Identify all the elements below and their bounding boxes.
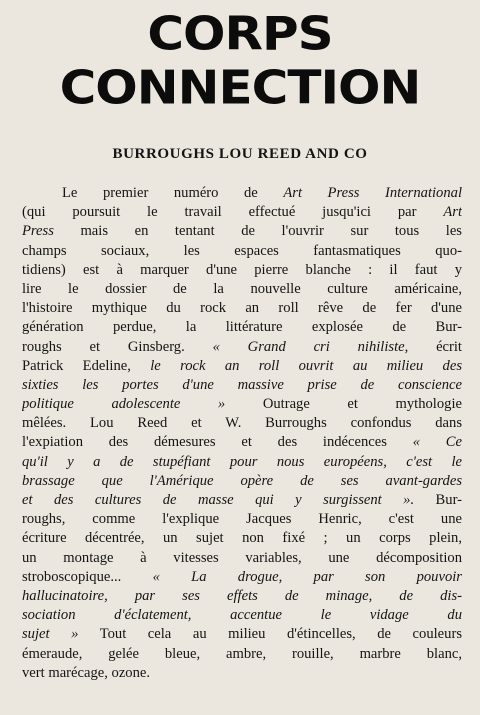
article-line (22, 529, 462, 548)
italic-text: « La drogue, par son pouvoir (152, 568, 462, 585)
text: Tout cela au milieu d'étincelles, de couleurs (78, 626, 462, 643)
article-line (22, 568, 462, 587)
headline-line-2: CONNECTION (59, 61, 421, 115)
article-line (22, 318, 462, 337)
article-line (22, 184, 462, 203)
text: émeraude, gelée bleue, ambre, rouille, marbre blanc, (22, 645, 462, 662)
article-line (22, 242, 462, 261)
italic-text: le rock an roll ouvrit au milieu des (150, 357, 462, 374)
article-line (22, 299, 462, 318)
italic-text: brassage que l'Amérique opère de ses avant-gardes (22, 472, 462, 489)
italic-text: Art Press International (283, 185, 462, 201)
article-line (22, 222, 462, 241)
article-line (22, 376, 462, 395)
text: roughs et Ginsberg. (22, 338, 213, 355)
text: (qui poursuit le travail effectué jusqu'ici par (22, 204, 444, 221)
text: mêlées. Lou Reed et W. Burroughs confondus dans (22, 415, 462, 432)
subheading: BURROUGHS LOU REED AND CO (112, 146, 368, 162)
article-line (22, 433, 462, 452)
article-line (22, 357, 462, 376)
article-line (22, 625, 462, 644)
article-line (22, 338, 462, 357)
article-line (22, 453, 462, 472)
article-line (22, 664, 462, 683)
italic-text: « Ce (412, 434, 462, 451)
article-line (22, 587, 462, 606)
text: un montage à vitesses variables, une décomposition (22, 549, 462, 566)
italic-text: et des cultures de masse qui y surgissent ». (22, 492, 415, 508)
italic-text: Art (443, 204, 462, 221)
article-line (22, 203, 462, 222)
italic-text: sociation d'éclatement, accentue le vidage du (22, 607, 462, 624)
text: vert marécage, ozone. (22, 664, 151, 681)
article-line (22, 280, 462, 299)
article-line (22, 491, 462, 510)
article-line (22, 510, 462, 529)
article-line (22, 606, 462, 625)
article-line (22, 645, 462, 664)
text: mais en tentant de l'ouvrir sur tous les (53, 223, 462, 240)
italic-text: « Grand cri nihiliste, (212, 338, 409, 355)
text: l'expiation des démesures et des indécences (22, 434, 413, 451)
text: écriture décentrée, un sujet non fixé ; un corps plein, (22, 530, 462, 547)
text: Bur- (414, 492, 462, 508)
article-line (22, 549, 462, 568)
text: génération perdue, la littérature explosée de Bur- (22, 319, 462, 336)
italic-text: sixties les portes d'une massive prise de conscience (22, 376, 462, 393)
headline-line-1: CORPS (147, 7, 333, 61)
text: écrit (408, 338, 462, 355)
article-line (22, 414, 462, 433)
text: roughs, comme l'explique Jacques Henric, c'est une (22, 511, 462, 528)
article-body (22, 184, 462, 683)
text: Outrage et mythologie (225, 396, 462, 413)
italic-text: qu'il y a de stupéfiant pour nous européens, c'est le (22, 453, 462, 470)
article-line (22, 395, 462, 414)
text: Patrick Edeline, (22, 357, 151, 374)
italic-text: hallucinatoire, par ses effets de minage, de dis- (22, 587, 462, 604)
text: stroboscopique... (22, 568, 153, 585)
text: l'histoire mythique du rock an roll rêve de fer d'une (22, 300, 462, 317)
article-line (22, 261, 462, 280)
text: tidiens) est à marquer d'une pierre blanche : il faut y (22, 261, 462, 278)
italic-text: sujet » (22, 626, 79, 643)
text: Le premier numéro de (62, 185, 284, 201)
text: champs sociaux, les espaces fantasmatiques quo- (22, 242, 462, 259)
italic-text: politique adolescente » (22, 396, 226, 413)
text: lire le dossier de la nouvelle culture américaine, (22, 280, 462, 297)
italic-text: Press (22, 223, 54, 240)
article-line (22, 472, 462, 491)
